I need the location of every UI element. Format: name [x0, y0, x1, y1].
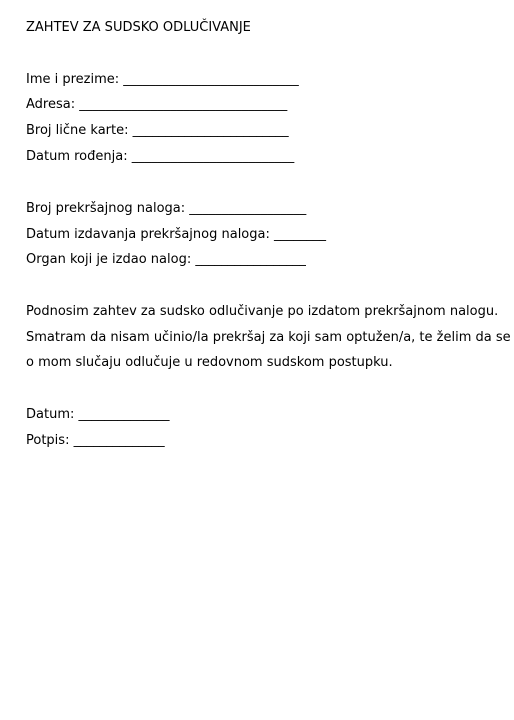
signature-field-line: Potpis: ______________ — [26, 433, 165, 448]
id-card-field-line: Broj lične karte: ________________________ — [26, 123, 289, 138]
order-issue-date-field-line: Datum izdavanja prekršajnog naloga: ________ — [26, 227, 326, 242]
address-field-line: Adresa: ________________________________ — [26, 97, 288, 112]
birth-date-field-line: Datum rođenja: _________________________ — [26, 149, 295, 164]
order-number-field-line: Broj prekršajnog naloga: __________________ — [26, 201, 307, 216]
body-paragraph-line-2: Smatram da nisam učinio/la prekršaj za koji sam optužen/a, te želim da se — [26, 330, 511, 345]
name-field-line: Ime i prezime: ___________________________ — [26, 72, 299, 87]
body-paragraph-line-3: o mom slučaju odlučuje u redovnom sudskom postupku. — [26, 355, 393, 370]
body-paragraph-line-1: Podnosim zahtev za sudsko odlučivanje po izdatom prekršajnom nalogu. — [26, 304, 499, 319]
document-title: ZAHTEV ZA SUDSKO ODLUČIVANJE — [26, 20, 251, 35]
order-issuer-field-line: Organ koji je izdao nalog: _________________ — [26, 252, 306, 267]
date-field-line: Datum: ______________ — [26, 407, 170, 422]
